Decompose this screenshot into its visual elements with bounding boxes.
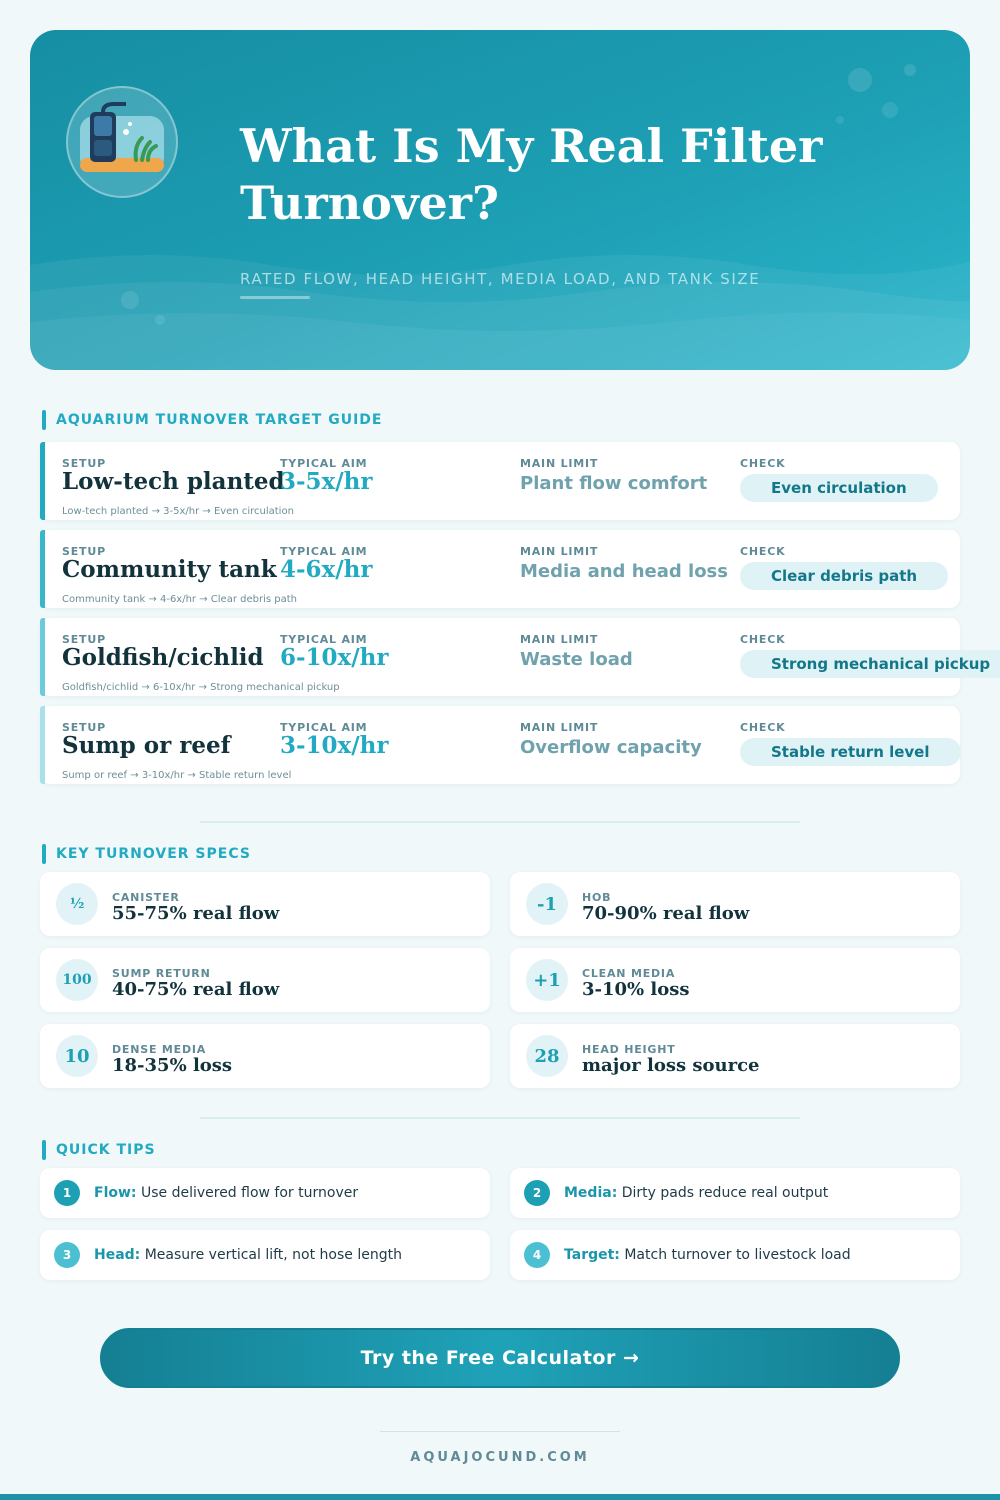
spec-label: HEAD HEIGHT — [582, 1043, 676, 1056]
footer-bar — [0, 1494, 1000, 1500]
tip-card — [40, 1230, 490, 1280]
setup-name: Low-tech planted — [62, 468, 285, 495]
guide-row — [40, 706, 960, 784]
tip-body: Measure vertical lift, not hose length — [140, 1247, 402, 1263]
spec-label: HOB — [582, 891, 612, 904]
tip-text — [94, 1185, 358, 1201]
tip-text — [564, 1247, 851, 1263]
col-label-aim: TYPICAL AIM — [280, 633, 368, 646]
spec-card — [510, 948, 960, 1012]
setup-name: Sump or reef — [62, 732, 231, 759]
section-divider — [200, 1117, 800, 1119]
col-label-setup: SETUP — [62, 545, 106, 558]
spec-card — [510, 1024, 960, 1088]
tip-body: Use delivered flow for turnover — [136, 1185, 359, 1201]
typical-aim: 3-5x/hr — [280, 468, 373, 495]
main-limit: Media and head loss — [520, 561, 728, 582]
row-accent — [40, 442, 45, 520]
tip-number: 3 — [54, 1242, 80, 1268]
col-label-check: CHECK — [740, 721, 786, 734]
spec-value: 55-75% real flow — [112, 903, 280, 924]
spec-badge: -1 — [526, 883, 568, 925]
col-label-check: CHECK — [740, 457, 786, 470]
typical-aim: 3-10x/hr — [280, 732, 389, 759]
row-accent — [40, 706, 45, 784]
section-heading-tips: QUICK TIPS — [42, 1140, 156, 1160]
tip-card — [510, 1230, 960, 1280]
col-label-limit: MAIN LIMIT — [520, 457, 599, 470]
hero-banner — [30, 30, 970, 370]
spec-badge: 28 — [526, 1035, 568, 1077]
typical-aim: 6-10x/hr — [280, 644, 389, 671]
tip-key: Media: — [564, 1185, 618, 1201]
tip-key: Flow: — [94, 1185, 137, 1201]
spec-card — [40, 872, 490, 936]
guide-row — [40, 442, 960, 520]
footer-divider — [380, 1431, 620, 1432]
tip-text — [564, 1185, 828, 1201]
col-label-aim: TYPICAL AIM — [280, 721, 368, 734]
col-label-check: CHECK — [740, 633, 786, 646]
check-badge: Even circulation — [740, 474, 938, 502]
setup-name: Goldfish/cichlid — [62, 644, 264, 671]
spec-badge: +1 — [526, 959, 568, 1001]
check-badge: Clear debris path — [740, 562, 948, 590]
guide-row — [40, 618, 991, 696]
main-limit: Plant flow comfort — [520, 473, 708, 494]
spec-card — [40, 1024, 490, 1088]
spec-badge: ½ — [56, 883, 98, 925]
tip-key: Target: — [564, 1247, 620, 1263]
guide-row — [40, 530, 960, 608]
col-label-limit: MAIN LIMIT — [520, 633, 599, 646]
col-label-aim: TYPICAL AIM — [280, 457, 368, 470]
row-summary: Community tank → 4-6x/hr → Clear debris path — [62, 594, 297, 605]
tip-number: 2 — [524, 1180, 550, 1206]
check-badge: Strong mechanical pickup — [740, 650, 1000, 678]
tip-card — [40, 1168, 490, 1218]
section-heading-guide: AQUARIUM TURNOVER TARGET GUIDE — [42, 410, 382, 430]
spec-label: CANISTER — [112, 891, 180, 904]
tip-number: 1 — [54, 1180, 80, 1206]
row-accent — [40, 530, 45, 608]
section-divider — [200, 821, 800, 823]
subtitle-underline — [240, 296, 310, 299]
check-badge: Stable return level — [740, 738, 961, 766]
tip-key: Head: — [94, 1247, 141, 1263]
spec-badge: 100 — [56, 959, 98, 1001]
page-subtitle: RATED FLOW, HEAD HEIGHT, MEDIA LOAD, AND TANK SIZE — [240, 270, 761, 288]
spec-value: major loss source — [582, 1055, 760, 1076]
col-label-setup: SETUP — [62, 721, 106, 734]
section-heading-specs: KEY TURNOVER SPECS — [42, 844, 251, 864]
spec-value: 40-75% real flow — [112, 979, 280, 1000]
spec-label: SUMP RETURN — [112, 967, 211, 980]
spec-label: DENSE MEDIA — [112, 1043, 207, 1056]
tip-text — [94, 1247, 402, 1263]
col-label-aim: TYPICAL AIM — [280, 545, 368, 558]
spec-card — [40, 948, 490, 1012]
spec-label: CLEAN MEDIA — [582, 967, 676, 980]
row-summary: Goldfish/cichlid → 6-10x/hr → Strong mechanical pickup — [62, 682, 340, 693]
col-label-setup: SETUP — [62, 633, 106, 646]
tip-card — [510, 1168, 960, 1218]
main-limit: Waste load — [520, 649, 633, 670]
spec-value: 3-10% loss — [582, 979, 690, 1000]
typical-aim: 4-6x/hr — [280, 556, 373, 583]
row-summary: Low-tech planted → 3-5x/hr → Even circulation — [62, 506, 294, 517]
tip-number: 4 — [524, 1242, 550, 1268]
col-label-limit: MAIN LIMIT — [520, 545, 599, 558]
col-label-check: CHECK — [740, 545, 786, 558]
spec-value: 70-90% real flow — [582, 903, 750, 924]
footer-site-link[interactable]: AQUAJOCUND.COM — [410, 1450, 590, 1465]
spec-card — [510, 872, 960, 936]
tip-body: Dirty pads reduce real output — [617, 1185, 829, 1201]
try-calculator-button[interactable]: Try the Free Calculator → — [100, 1328, 900, 1388]
tip-body: Match turnover to livestock load — [619, 1247, 851, 1263]
spec-badge: 10 — [56, 1035, 98, 1077]
aquarium-filter-icon — [66, 86, 178, 198]
col-label-setup: SETUP — [62, 457, 106, 470]
main-limit: Overflow capacity — [520, 737, 702, 758]
setup-name: Community tank — [62, 556, 277, 583]
row-summary: Sump or reef → 3-10x/hr → Stable return level — [62, 770, 292, 781]
col-label-limit: MAIN LIMIT — [520, 721, 599, 734]
row-accent — [40, 618, 45, 696]
page-title: What Is My Real Filter Turnover? — [240, 119, 823, 230]
spec-value: 18-35% loss — [112, 1055, 233, 1076]
